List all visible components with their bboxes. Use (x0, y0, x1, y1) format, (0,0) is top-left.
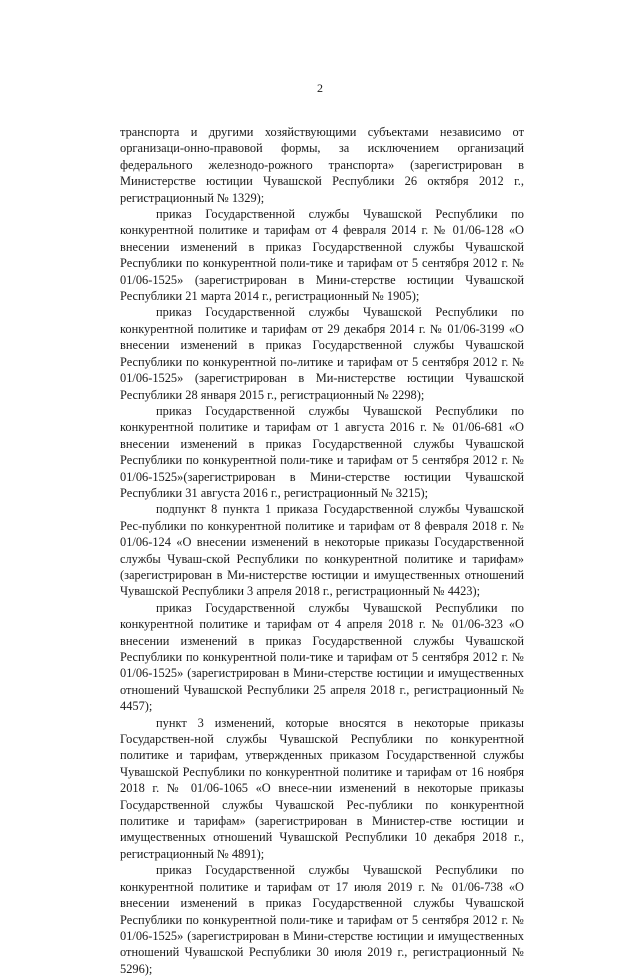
paragraph-continuation: транспорта и другими хозяйствующими субъектами независимо от организаци-онно-правовой формы, за исключением организаций федерального железнодо-рожного транспорта» (зарегистрирован в Министерстве юстиции Чувашской Республики 26 октября 2012 г., регистрационный № 1329); (120, 125, 524, 205)
paragraph-clause-2018-1065: пункт 3 изменений, которые вносятся в некоторые приказы Государствен-ной службы Чувашской Республики по конкурентной политике и тарифам, утвержденных приказом Государственной службы Чувашской Республики по конкурентной политике и тарифам от 16 ноября 2018 г. № 01/06-1065 «О внесе-нии изменений в некоторые приказы Государственной службы Чувашской Рес-публики по конкурентной политике и тарифам» (зарегистрирован в Министер-стве юстиции и имущественных отношений Чувашской Республики 10 декабря 2018 г., регистрационный № 4891); (120, 715, 524, 861)
paragraph-order-2016-681: приказ Государственной службы Чувашской Республики по конкурентной политике и тарифам от 1 августа 2016 г. № 01/06-681 «О внесении изменений в приказ Государственной службы Чувашской Республики по конкурентной поли-тике и тарифам от 5 сентября 2012 г. № 01/06-1525»(зарегистрирован в Мини-стерстве юстиции Чувашской Республики 31 августа 2016 г., регистрационный № 3215); (120, 403, 524, 500)
page-number: 2 (317, 81, 323, 95)
document-body (120, 124, 524, 977)
paragraph-subclause-2018-124: подпункт 8 пункта 1 приказа Государственной службы Чувашской Рес-публики по конкурентной политике и тарифам от 8 февраля 2018 г. № 01/06-124 «О внесении изменений в некоторые приказы Государственной службы Чуваш-ской Республики по конкурентной политике и тарифам» (зарегистрирован в Ми-нистерстве юстиции и имущественных отношений Чувашской Республики 3 апреля 2018 г., регистрационный № 4423); (120, 502, 524, 599)
paragraph-order-2019-738: приказ Государственной службы Чувашской Республики по конкурентной политике и тарифам от 17 июля 2019 г. № 01/06-738 «О внесении изменений в приказ Государственной службы Чувашской Республики по конкурентной поли-тике и тарифам от 5 сентября 2012 г. № 01/06-1525» (зарегистрирован в Мини-стерстве юстиции и имущественных отношений Чувашской Республики 30 июля 2019 г., регистрационный № 5296); (120, 863, 524, 976)
paragraph-order-2018-323: приказ Государственной службы Чувашской Республики по конкурентной политике и тарифам от 4 апреля 2018 г. № 01/06-323 «О внесении изменений в приказ Государственной службы Чувашской Республики по конкурентной поли-тике и тарифам от 5 сентября 2012 г. № 01/06-1525» (зарегистрирован в Мини-стерстве юстиции и имущественных отношений Чувашской Республики 25 апреля 2018 г., регистрационный № 4457); (120, 600, 524, 714)
paragraph-order-2014-3199: приказ Государственной службы Чувашской Республики по конкурентной политике и тарифам от 29 декабря 2014 г. № 01/06-3199 «О внесении изменений в приказ Государственной службы Чувашской Республики по конкурентной по-литике и тарифам от 5 сентября 2012 г. № 01/06-1525» (зарегистрирован в Ми-нистерстве юстиции Чувашской Республики 28 января 2015 г., регистрационный № 2298); (120, 305, 524, 402)
paragraph-order-2014-128: приказ Государственной службы Чувашской Республики по конкурентной политике и тарифам от 4 февраля 2014 г. № 01/06-128 «О внесении изменений в приказ Государственной службы Чувашской Республики по конкурентной поли-тике и тарифам от 5 сентября 2012 г. № 01/06-1525» (зарегистрирован в Мини-стерстве юстиции Чувашской Республики 21 марта 2014 г., регистрационный № 1905); (120, 207, 524, 304)
